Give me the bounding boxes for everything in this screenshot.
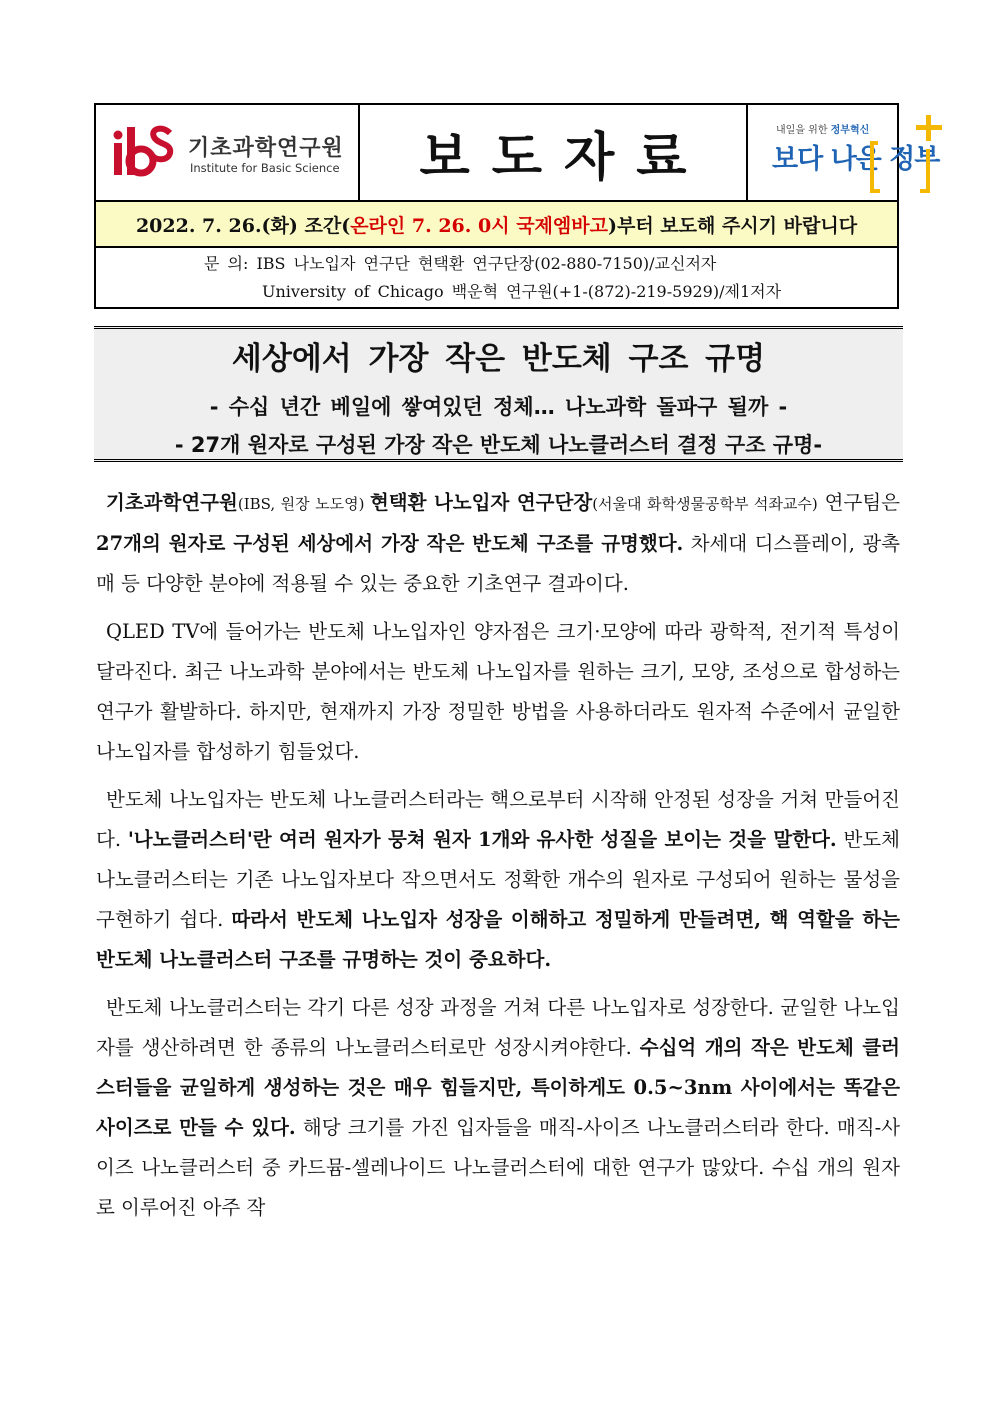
paragraph-2: [96, 612, 900, 772]
p1-segment-2: 현택환 나노입자 연구단장: [369, 491, 593, 514]
p4-segment-2: 해당 크기를 가진 입자들을 매직-사이즈 나노클러스터라 한다. 매직-사이즈 나노클러스터 중 카드뮴-셀레나이드 나노클러스터에 대한 연구가 많았다. 수십 개의 원자로 이루어진 아주 작: [96, 1116, 900, 1219]
ibs-name-korean: 기초과학연구원: [188, 136, 344, 161]
p3-segment-2: 반도체 나노클러스터는 기존 나노입자보다 작으면서도 정확한 개수의 원자로 구성되어 원하는 물성을 구현하기 쉽다.: [96, 828, 900, 931]
gov-tagline: [776, 121, 869, 136]
p1-segment-0: 기초과학연구원: [106, 491, 238, 514]
paragraph-4: [96, 988, 900, 1228]
embargo-notice: [96, 202, 897, 248]
header-top-row: [96, 105, 940, 202]
article-body: [96, 483, 900, 1236]
p4-segment-0: 반도체 나노클러스터는 각기 다른 성장 과정을 거쳐 다른 나노입자로 성장한다. 균일한 나노입자를 생산하려면 한 종류의 나노클러스터로만 성장시켜야한다.: [96, 996, 900, 1059]
p1-segment-3: (서울대 화학생물공학부 석좌교수): [592, 495, 818, 513]
embargo-online-time: 온라인 7. 26. 0시 국제엠바고: [350, 214, 608, 237]
p1-segment-1: (IBS, 원장 노도영): [237, 495, 370, 513]
p3-segment-3: 따라서 반도체 나노입자 성장을 이해하고 정밀하게 만들려면, 핵 역할을 하는 반도체 나노클러스터 구조를 규명하는 것이 중요하다.: [96, 908, 900, 971]
subheadline-2: - 27개 원자로 구성된 가장 작은 반도체 나노클러스터 결정 구조 규명-: [174, 433, 823, 457]
p4-segment-1: 수십억 개의 작은 반도체 클러스터들을 균일하게 생성하는 것은 매우 힘들지만, 특이하게도 0.5~3nm 사이에서는 똑같은 사이즈로 만들 수 있다.: [96, 1036, 901, 1139]
headline-box: [94, 326, 903, 462]
gov-plus-icon: [860, 109, 970, 199]
gov-slogan: 보다 나은 정부: [772, 144, 940, 175]
embargo-prefix: 2022. 7. 26.(화) 조간(: [135, 214, 351, 237]
press-title: 보도자료: [419, 128, 709, 188]
p1-segment-5: 27개의 원자로 구성된 세상에서 가장 작은 반도체 구조를 규명했다.: [96, 532, 684, 555]
contact-line-1: 문 의: IBS 나노입자 연구단 현택환 연구단장(02-880-7150)/교신저자: [204, 254, 717, 273]
contact-info: [96, 248, 897, 307]
gov-tagline-prefix: 내일을 위한: [776, 125, 828, 136]
contact-line-2: University of Chicago 백운혁 연구원(+1-(872)-219-5929)/제1저자: [262, 282, 782, 301]
press-release-header: [94, 103, 940, 309]
press-title-cell: [360, 105, 748, 200]
paragraph-1: [96, 483, 900, 604]
p2-segment-0: QLED TV에 들어가는 반도체 나노입자인 양자점은 크기·모양에 따라 광학적, 전기적 특성이 달라진다. 최근 나노과학 분야에서는 반도체 나노입자를 원하는 크기, 모양, 조성으로 합성하는 연구가 활발하다. 하지만, 현재까지 가장 정밀한 방법을 사용하더라도 원자적 수준에서 균일한 나노입자를 합성하기 힘들었다.: [96, 620, 900, 763]
gov-logo-cell: [748, 105, 940, 200]
subheadline-1: - 수십 년간 베일에 쌓여있던 정체… 나노과학 돌파구 될까 -: [209, 395, 788, 419]
main-headline: 세상에서 가장 작은 반도체 구조 규명: [231, 341, 766, 377]
ibs-name-english: Institute for Basic Science: [190, 161, 340, 175]
p1-segment-6: 차세대 디스플레이, 광촉매 등 다양한 분야에 적용될 수 있는 중요한 기초연구 결과이다.: [96, 532, 900, 595]
gov-tagline-emphasis: 정부혁신: [830, 125, 870, 136]
embargo-suffix: )부터 보도해 주시기 바랍니다: [607, 214, 858, 237]
p1-segment-4: 연구팀은: [817, 491, 901, 514]
p3-segment-1: '나노클러스터'란 여러 원자가 뭉쳐 원자 1개와 유사한 성질을 보이는 것을 말한다.: [127, 828, 837, 851]
paragraph-3: [96, 780, 900, 980]
p3-segment-0: 반도체 나노입자는 반도체 나노클러스터라는 핵으로부터 시작해 안정된 성장을 거쳐 만들어진다.: [96, 788, 900, 851]
ibs-logo-icon: [110, 123, 174, 181]
ibs-logo-cell: [96, 105, 360, 200]
